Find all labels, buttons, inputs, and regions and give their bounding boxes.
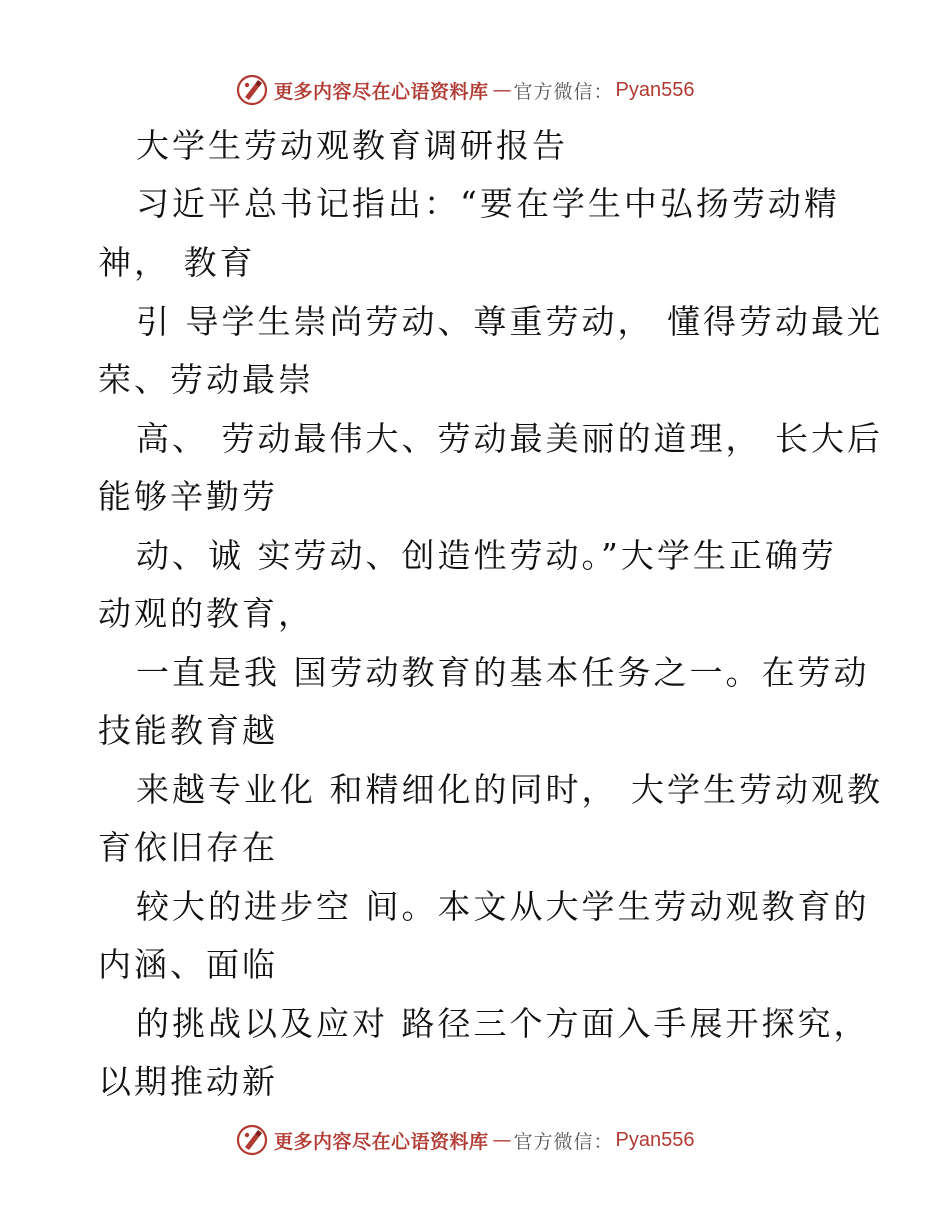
body-line: 能够辛勤劳 [98, 477, 278, 516]
banner-main-text: 更多内容尽在心语资料库 [274, 1130, 489, 1153]
header-banner [236, 73, 695, 107]
body-line: 育依旧存在 [98, 828, 278, 867]
banner-main-text: 更多内容尽在心语资料库 [274, 80, 489, 103]
pen-nib-logo-icon [236, 1124, 268, 1156]
body-line: 以期推动新 [98, 1062, 278, 1101]
body-line: 技能教育越 [98, 711, 278, 750]
footer-banner [236, 1123, 695, 1157]
banner-dash: — [492, 79, 510, 101]
body-line: 神， 教育 [98, 243, 256, 282]
body-line: 引 导学生崇尚劳动、尊重劳动， 懂得劳动最光 [136, 302, 883, 341]
body-line: 高、 劳动最伟大、劳动最美丽的道理， 长大后 [136, 419, 883, 458]
body-line: 动观的教育， [98, 594, 314, 633]
body-line: 来越专业化 和精细化的同时， 大学生劳动观教 [136, 770, 883, 809]
banner-wechat-id: Pyan556 [615, 78, 695, 101]
body-line: 习近平总书记指出：“要在学生中弘扬劳动精 [136, 184, 840, 223]
body-line: 较大的进步空 间。本文从大学生劳动观教育的 [136, 887, 870, 926]
body-line: 荣、劳动最崇 [98, 360, 314, 399]
body-line: 动、诚 实劳动、创造性劳动。”大学生正确劳 [136, 536, 837, 575]
body-line: 内涵、面临 [98, 945, 278, 984]
banner-official-label: 官方微信： [513, 1130, 614, 1153]
document-title: 大学生劳动观教育调研报告 [136, 126, 568, 165]
banner-official-label: 官方微信： [513, 80, 614, 103]
banner-dash: — [492, 1129, 510, 1151]
pen-nib-logo-icon [236, 74, 268, 106]
body-line: 一直是我 国劳动教育的基本任务之一。在劳动 [136, 653, 870, 692]
body-line: 的挑战以及应对 路径三个方面入手展开探究， [136, 1004, 870, 1043]
banner-wechat-id: Pyan556 [615, 1128, 695, 1151]
